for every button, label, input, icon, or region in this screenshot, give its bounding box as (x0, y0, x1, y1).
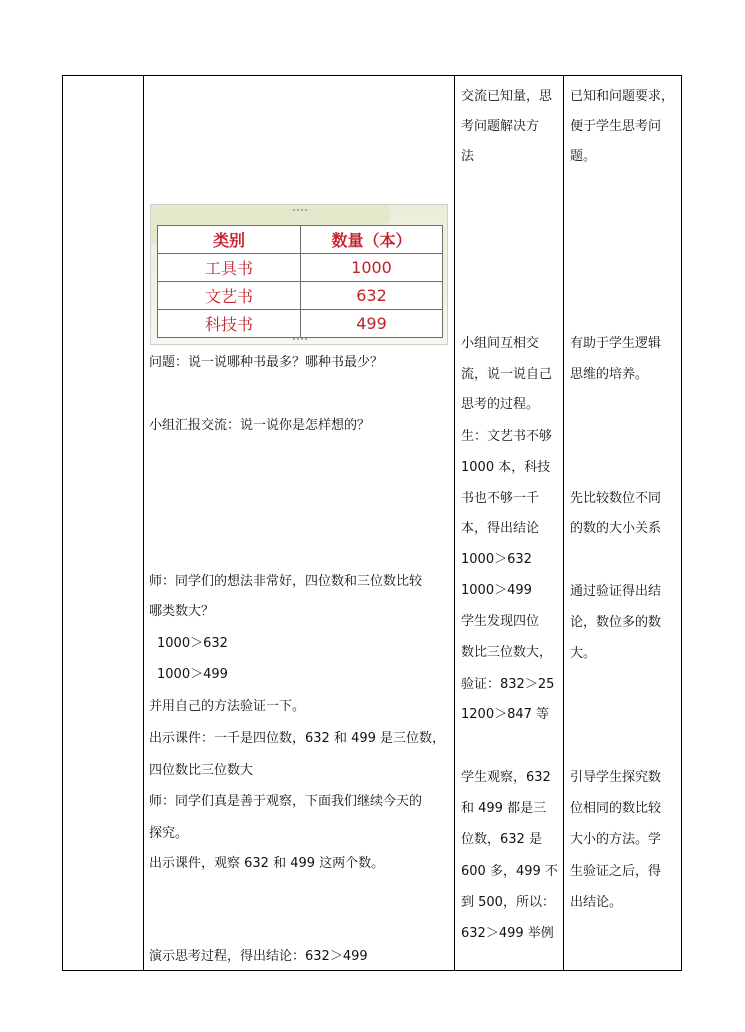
teacher-text: 探究。 (149, 826, 189, 841)
courseware-text: 出示课件，观察 632 和 499 这两个数。 (149, 856, 385, 871)
student-text: 和 499 都是三 (461, 801, 547, 816)
intent-text: 大。 (570, 646, 597, 661)
intent-text: 通过验证得出结 (570, 584, 662, 599)
lesson-table (62, 75, 682, 971)
student-text: 632＞499 举例 (461, 926, 554, 941)
column-divider (143, 76, 144, 970)
student-text: 1200＞847 等 (461, 707, 550, 722)
verify-text: 并用自己的方法验证一下。 (149, 699, 306, 714)
intent-text: 引导学生探究数 (570, 770, 662, 785)
intent-text: 有助于学生逻辑 (570, 336, 662, 351)
cell-count: 1000 (301, 254, 443, 282)
cell-count: 499 (301, 310, 443, 338)
comparison-text: 1000＞499 (157, 667, 228, 682)
intent-text: 便于学生思考问 (570, 119, 662, 134)
student-text: 小组间互相交 (461, 336, 540, 351)
table-header-row (158, 226, 443, 254)
header-category: 类别 (158, 226, 301, 254)
column-divider (563, 76, 564, 970)
intent-text: 已知和问题要求， (570, 89, 675, 104)
group-report-text: 小组汇报交流：说一说你是怎样想的？ (149, 418, 371, 433)
student-text: 到 500，所以： (461, 895, 555, 910)
conclusion-text: 演示思考过程，得出结论：632＞499 (149, 949, 368, 964)
intent-text: 出结论。 (570, 895, 623, 910)
intent-text: 思维的培养。 (570, 367, 649, 382)
intent-text: 题。 (570, 149, 597, 164)
intent-text: 位相同的数比较 (570, 801, 662, 816)
table-row (158, 282, 443, 310)
courseware-text: 四位数比三位数大 (149, 763, 254, 778)
intent-text: 大小的方法。学 (570, 832, 662, 847)
intent-text: 生验证之后，得 (570, 864, 662, 879)
resize-handle (292, 208, 308, 212)
student-text: 生：文艺书不够 (461, 429, 553, 444)
teacher-text: 师：同学们真是善于观察，下面我们继续今天的 (149, 794, 423, 809)
student-text: 本，得出结论 (461, 521, 540, 536)
book-count-picture (150, 204, 448, 345)
intent-text: 的数的大小关系 (570, 521, 662, 536)
student-text: 流，说一说自己 (461, 367, 553, 382)
student-text: 600 多，499 不 (461, 864, 558, 879)
student-text: 思考的过程。 (461, 397, 540, 412)
student-text: 交流已知量，思 (461, 89, 553, 104)
teacher-text: 哪类数大？ (149, 604, 215, 619)
student-text: 位数，632 是 (461, 832, 542, 847)
student-text: 1000＞632 (461, 552, 532, 567)
student-text: 验证：832＞25 (461, 677, 555, 692)
comparison-text: 1000＞632 (157, 636, 228, 651)
cell-name: 工具书 (158, 254, 301, 282)
intent-text: 论，数位多的数 (570, 615, 662, 630)
table-row (158, 310, 443, 338)
student-text: 数比三位数大， (461, 645, 553, 660)
table-row (158, 254, 443, 282)
question-text: 问题：说一说哪种书最多？哪种书最少？ (149, 355, 384, 370)
cell-count: 632 (301, 282, 443, 310)
cell-name: 文艺书 (158, 282, 301, 310)
student-text: 法 (461, 149, 475, 164)
student-text: 考问题解决方 (461, 119, 540, 134)
book-count-table (157, 225, 443, 338)
student-text: 学生观察，632 (461, 770, 551, 785)
student-text: 1000 本，科技 (461, 460, 551, 475)
student-text: 书也不够一千 (461, 491, 540, 506)
courseware-text: 出示课件：一千是四位数，632 和 499 是三位数， (149, 731, 446, 746)
teacher-text: 师：同学们的想法非常好，四位数和三位数比较 (149, 574, 423, 589)
intent-text: 先比较数位不同 (570, 491, 662, 506)
student-text: 学生发现四位 (461, 614, 540, 629)
student-text: 1000＞499 (461, 583, 532, 598)
column-divider (454, 76, 455, 970)
cell-name: 科技书 (158, 310, 301, 338)
header-quantity: 数量（本） (301, 226, 443, 254)
